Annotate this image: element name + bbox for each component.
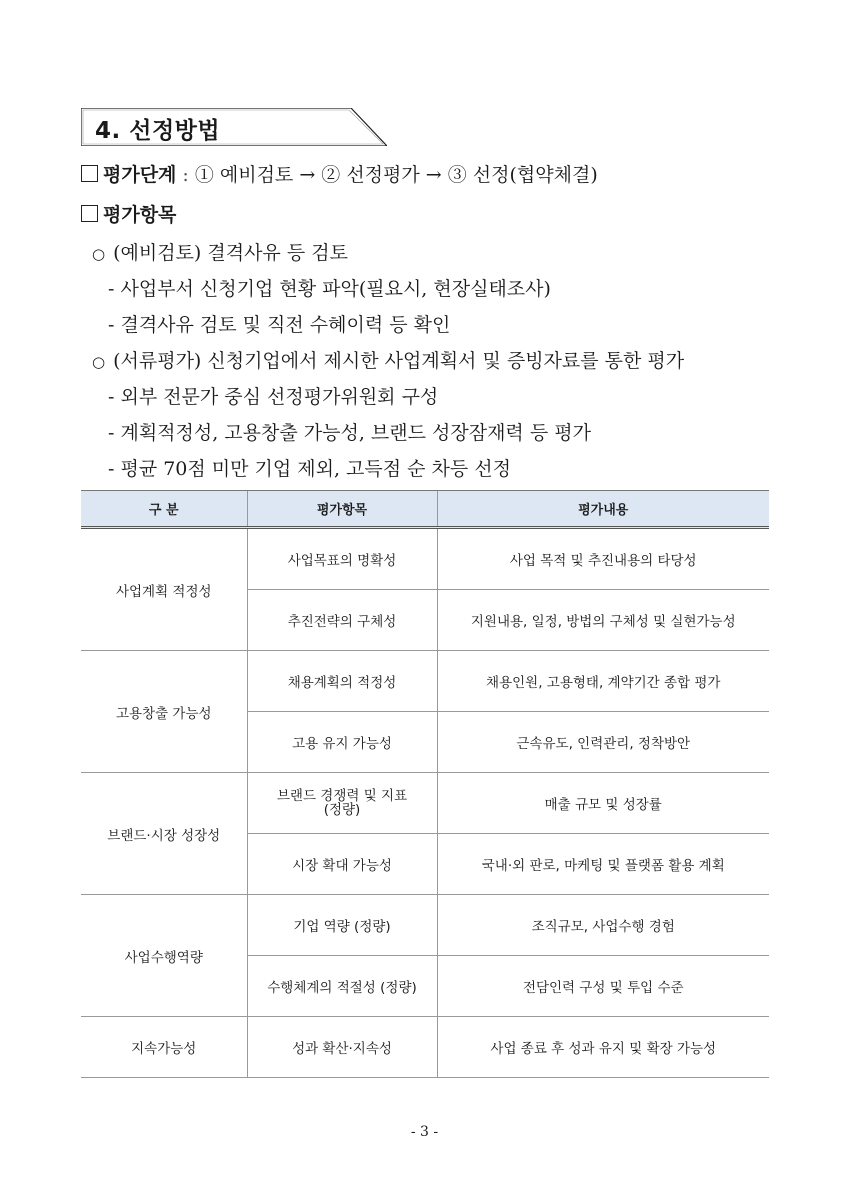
items-label: 평가항목	[103, 204, 177, 226]
content-cell: 사업 목적 및 추진내용의 타당성	[437, 528, 769, 590]
group-heading	[92, 346, 684, 373]
circle-bullet-icon: ○	[92, 245, 106, 263]
group-sub-item: - 결격사유 검토 및 직전 수혜이력 등 확인	[108, 314, 451, 336]
item-cell: 고용 유지 가능성	[247, 712, 437, 773]
group-sub-item: - 사업부서 신청기업 현황 파악(필요시, 현장실태조사)	[108, 278, 551, 300]
item-cell-line: (정량)	[323, 802, 361, 818]
header-content: 평가내용	[437, 491, 769, 528]
page-number: - 3 -	[410, 1124, 439, 1140]
evaluation-table	[81, 490, 769, 1078]
group-heading	[92, 238, 348, 265]
circle-bullet-icon: ○	[92, 353, 106, 371]
item-cell: 사업목표의 명확성	[247, 528, 437, 590]
category-cell: 사업계획 적정성	[81, 528, 247, 651]
stage-colon: :	[182, 164, 189, 186]
table-row	[81, 528, 769, 590]
content-cell: 근속유도, 인력관리, 정착방안	[437, 712, 769, 773]
section-header	[81, 108, 387, 146]
item-cell: 채용계획의 적정성	[247, 651, 437, 712]
group-sub-item: - 계획적정성, 고용창출 가능성, 브랜드 성장잠재력 등 평가	[108, 422, 591, 444]
content-cell: 채용인원, 고용형태, 계약기간 종합 평가	[437, 651, 769, 712]
category-cell: 사업수행역량	[81, 895, 247, 1017]
content-cell: 지원내용, 일정, 방법의 구체성 및 실현가능성	[437, 590, 769, 651]
table-row	[81, 651, 769, 712]
table-row	[81, 1017, 769, 1078]
item-cell: 수행체계의 적절성 (정량)	[247, 956, 437, 1017]
table-row	[81, 895, 769, 956]
group-sub-item: - 외부 전문가 중심 선정평가위원회 구성	[108, 386, 439, 408]
checkbox-square-icon	[81, 205, 98, 222]
group-heading-text: (예비검토) 결격사유 등 검토	[113, 242, 348, 264]
category-cell: 브랜드·시장 성장성	[81, 773, 247, 895]
table-row	[81, 773, 769, 834]
stage-label: 평가단계	[103, 164, 177, 186]
header-item: 평가항목	[247, 491, 437, 528]
item-cell: 시장 확대 가능성	[247, 834, 437, 895]
stage-steps: ① 예비검토 → ② 선정평가 → ③ 선정(협약체결)	[194, 164, 598, 186]
item-cell: 추진전략의 구체성	[247, 590, 437, 651]
section-title: 4. 선정방법	[95, 118, 221, 144]
content-cell: 국내·외 판로, 마케팅 및 플랫폼 활용 계획	[437, 834, 769, 895]
header-category: 구 분	[81, 491, 247, 528]
item-cell: 기업 역량 (정량)	[247, 895, 437, 956]
category-cell: 고용창출 가능성	[81, 651, 247, 773]
item-cell	[247, 773, 437, 834]
table-header-row	[81, 491, 769, 528]
stage-line	[81, 160, 598, 187]
group-heading-text: (서류평가) 신청기업에서 제시한 사업계획서 및 증빙자료를 통한 평가	[113, 350, 685, 372]
category-cell: 지속가능성	[81, 1017, 247, 1078]
content-cell: 전담인력 구성 및 투입 수준	[437, 956, 769, 1017]
checkbox-square-icon	[81, 165, 98, 182]
item-cell: 성과 확산·지속성	[247, 1017, 437, 1078]
content-cell: 사업 종료 후 성과 유지 및 확장 가능성	[437, 1017, 769, 1078]
group-sub-item: - 평균 70점 미만 기업 제외, 고득점 순 차등 선정	[108, 458, 512, 480]
items-line	[81, 200, 176, 227]
content-cell: 조직규모, 사업수행 경험	[437, 895, 769, 956]
item-cell-line: 브랜드 경쟁력 및 지표	[276, 788, 408, 804]
content-cell: 매출 규모 및 성장률	[437, 773, 769, 834]
